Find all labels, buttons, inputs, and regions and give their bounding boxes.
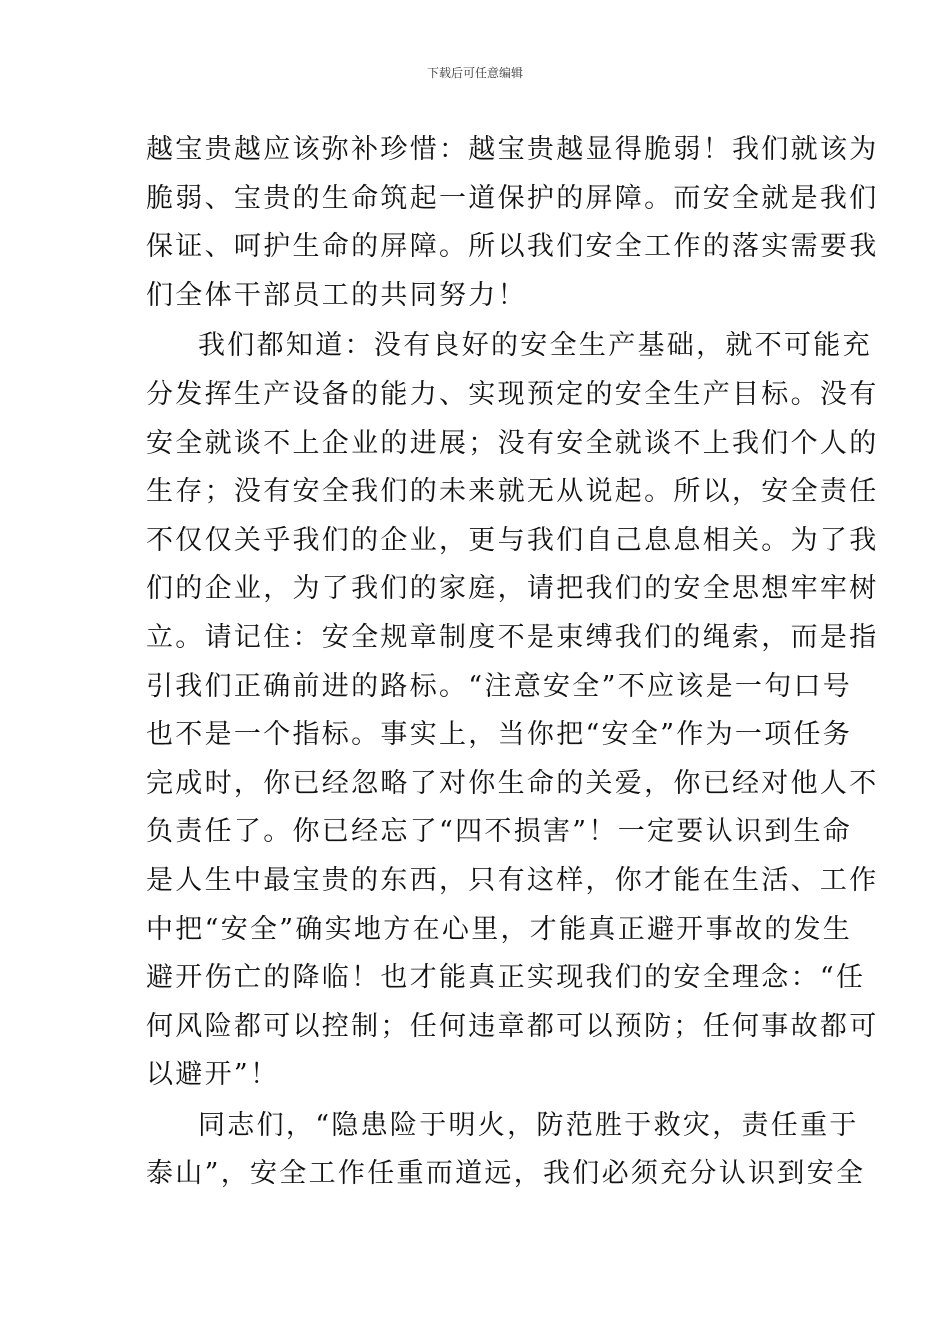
- text-line: 引我们正确前进的路标。“注意安全”不应该是一句口号: [146, 670, 853, 702]
- paragraph: [146, 322, 879, 1100]
- page-header: 下载后可任意编辑: [426, 66, 523, 80]
- text-line: 们的企业，为了我们的家庭，请把我们的安全思想牢牢树: [146, 573, 879, 605]
- text-line: 也不是一个指标。事实上，当你把“安全”作为一项任务: [146, 719, 853, 751]
- text-line: 以避开”！: [146, 1059, 280, 1091]
- text-line: 完成时，你已经忽略了对你生命的关爱，你已经对他人不: [146, 767, 879, 799]
- document-body: [146, 126, 879, 1199]
- text-line: 是人生中最宝贵的东西，只有这样，你才能在生活、工作: [146, 864, 879, 896]
- text-line: 越宝贵越应该弥补珍惜：越宝贵越显得脆弱！我们就该为: [146, 134, 879, 165]
- text-line: 脆弱、宝贵的生命筑起一道保护的屏障。而安全就是我们: [146, 182, 879, 214]
- text-line: 生存；没有安全我们的未来就无从说起。所以，安全责任: [146, 476, 879, 508]
- text-line: 泰山”，安全工作任重而道远，我们必须充分认识到安全: [146, 1158, 866, 1190]
- paragraph: [146, 126, 879, 320]
- text-line: 不仅仅关乎我们的企业，更与我们自己息息相关。为了我: [146, 524, 879, 556]
- text-line: 保证、呵护生命的屏障。所以我们安全工作的落实需要我: [146, 231, 879, 263]
- text-line: 避开伤亡的降临！也才能真正实现我们的安全理念：“任: [146, 962, 866, 994]
- text-line: 立。请记住：安全规章制度不是束缚我们的绳索，而是指: [146, 621, 879, 653]
- text-line: 安全就谈不上企业的进展；没有安全就谈不上我们个人的: [146, 427, 879, 459]
- text-line: 何风险都可以控制；任何违章都可以预防；任何事故都可: [146, 1010, 879, 1042]
- text-line: 中把“安全”确实地方在心里，才能真正避开事故的发生: [146, 913, 853, 945]
- text-line: 我们都知道：没有良好的安全生产基础，就不可能充: [198, 330, 872, 362]
- text-line: 们全体干部员工的共同努力！: [146, 279, 527, 311]
- text-line: 负责任了。你已经忘了“四不损害”！一定要认识到生命: [146, 816, 853, 848]
- paragraph: [146, 1102, 866, 1199]
- text-line: 同志们，“隐患险于明火，防范胜于救灾，责任重于: [198, 1109, 859, 1141]
- text-line: 分发挥生产设备的能力、实现预定的安全生产目标。没有: [146, 378, 879, 410]
